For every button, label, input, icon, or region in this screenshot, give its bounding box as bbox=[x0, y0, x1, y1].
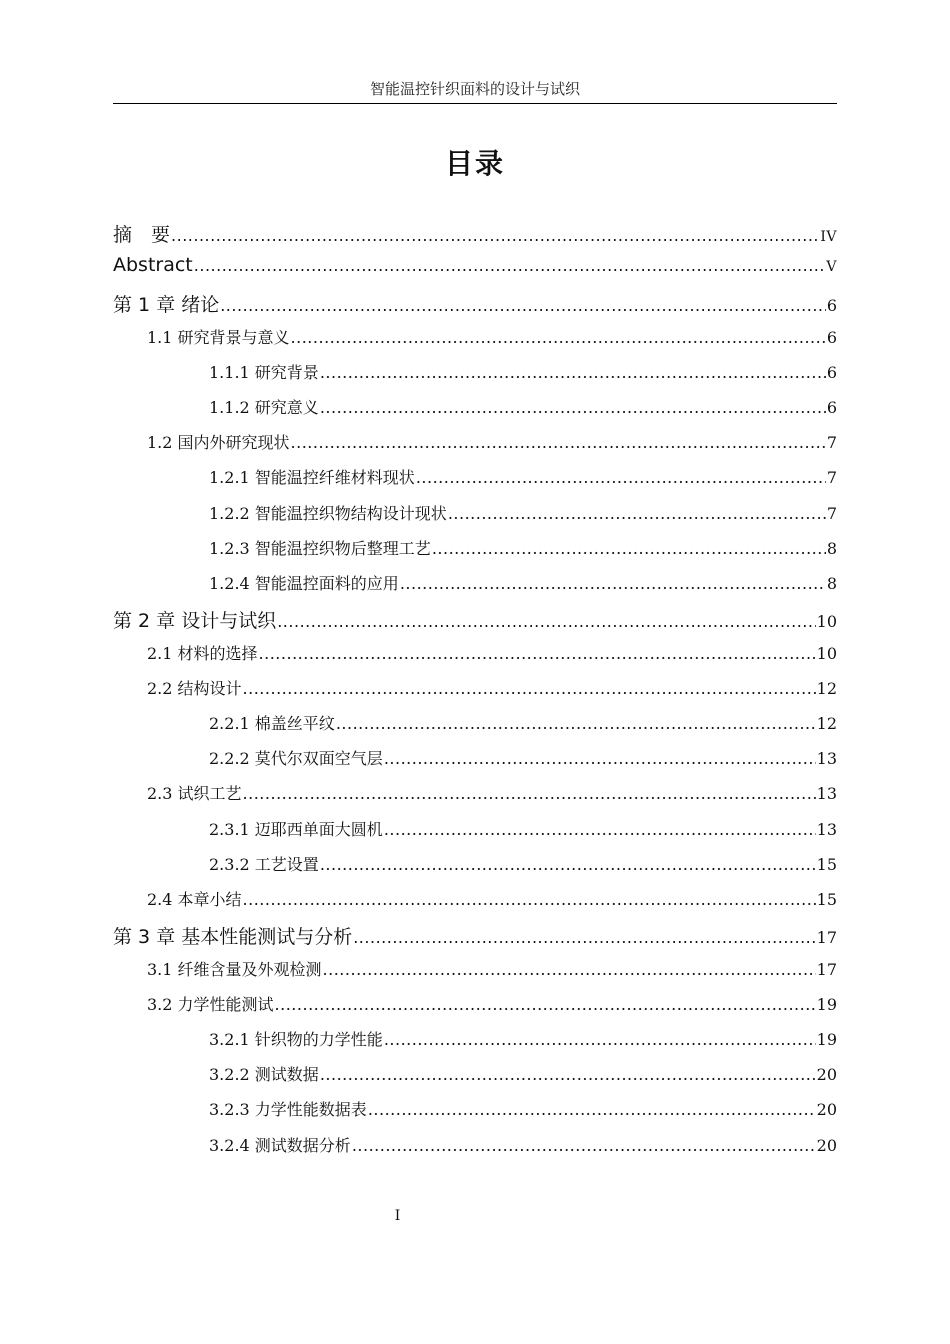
toc-entry-page: 17 bbox=[816, 928, 837, 947]
toc-entry-page: 10 bbox=[816, 612, 837, 631]
toc-entry-page: 6 bbox=[826, 363, 837, 382]
toc-entry-label: 1.1.2 研究意义 bbox=[209, 398, 319, 417]
dot-leader bbox=[291, 433, 826, 452]
toc-entry[interactable] bbox=[113, 676, 837, 699]
toc-entry-label: 第 3 章 基本性能测试与分析 bbox=[113, 926, 353, 948]
toc-entry[interactable] bbox=[113, 536, 837, 559]
toc-entry[interactable] bbox=[113, 1097, 837, 1120]
toc-entry[interactable] bbox=[113, 922, 837, 949]
toc-entry-page: 12 bbox=[816, 679, 837, 698]
dot-leader bbox=[171, 226, 819, 245]
dot-leader bbox=[277, 612, 815, 631]
dot-leader bbox=[291, 328, 826, 347]
toc-entry[interactable] bbox=[113, 887, 837, 910]
dot-leader bbox=[384, 749, 816, 768]
dot-leader bbox=[320, 398, 826, 417]
toc-entry[interactable] bbox=[113, 957, 837, 980]
dot-leader bbox=[448, 504, 826, 523]
toc-entry-label: 1.2 国内外研究现状 bbox=[147, 433, 290, 452]
dot-leader bbox=[194, 256, 826, 275]
toc-entry[interactable] bbox=[113, 746, 837, 769]
toc-entry[interactable] bbox=[113, 571, 837, 594]
toc-entry[interactable] bbox=[113, 817, 837, 840]
toc-entry-label: 2.3.2 工艺设置 bbox=[209, 855, 319, 874]
toc-entry-page: 19 bbox=[816, 995, 837, 1014]
toc-entry-page: 13 bbox=[816, 749, 837, 768]
dot-leader bbox=[416, 468, 826, 487]
toc-entry-page: 6 bbox=[826, 296, 837, 315]
dot-leader bbox=[243, 679, 816, 698]
dot-leader bbox=[352, 1136, 816, 1155]
dot-leader bbox=[320, 1065, 816, 1084]
toc-entry-label: 第 1 章 绪论 bbox=[113, 294, 220, 316]
toc-entry[interactable] bbox=[113, 781, 837, 804]
toc-entry-page: 7 bbox=[826, 433, 837, 452]
toc-entry-page: IV bbox=[820, 229, 837, 245]
dot-leader bbox=[384, 820, 816, 839]
toc-entry-page: 20 bbox=[816, 1136, 837, 1155]
toc-entry-page: 15 bbox=[816, 890, 837, 909]
toc-entry-label: 2.3 试织工艺 bbox=[147, 784, 242, 803]
toc-entry-label: 2.2.2 莫代尔双面空气层 bbox=[209, 749, 383, 768]
toc-entry-label: 2.4 本章小结 bbox=[147, 890, 242, 909]
dot-leader bbox=[384, 1030, 816, 1049]
dot-leader bbox=[243, 890, 816, 909]
page-number: I bbox=[394, 1208, 401, 1224]
toc-entry[interactable] bbox=[113, 325, 837, 348]
toc-entry-page: 13 bbox=[816, 820, 837, 839]
toc-entry-label: 3.2.4 测试数据分析 bbox=[209, 1136, 351, 1155]
toc-entry-label: 1.2.1 智能温控纤维材料现状 bbox=[209, 468, 415, 487]
dot-leader bbox=[275, 995, 816, 1014]
dot-leader bbox=[220, 296, 826, 315]
toc-entry-label: 2.3.1 迈耶西单面大圆机 bbox=[209, 820, 383, 839]
toc-entry-label: 3.2.2 测试数据 bbox=[209, 1065, 319, 1084]
toc-entry[interactable] bbox=[113, 1062, 837, 1085]
toc-entry[interactable] bbox=[113, 430, 837, 453]
toc-entry[interactable] bbox=[113, 852, 837, 875]
dot-leader bbox=[336, 714, 816, 733]
toc-entry-label: 1.1 研究背景与意义 bbox=[147, 328, 290, 347]
toc-entry[interactable] bbox=[113, 1027, 837, 1050]
dot-leader bbox=[368, 1100, 816, 1119]
toc-entry-label: 3.2 力学性能测试 bbox=[147, 995, 274, 1014]
toc-entry-label: 1.2.2 智能温控织物结构设计现状 bbox=[209, 504, 447, 523]
toc-entry-label: 3.1 纤维含量及外观检测 bbox=[147, 960, 322, 979]
toc-entry-page: 15 bbox=[816, 855, 837, 874]
toc-entry[interactable] bbox=[113, 501, 837, 524]
toc-entry-page: 13 bbox=[816, 784, 837, 803]
toc-entry[interactable] bbox=[113, 254, 837, 276]
toc-entry-label: 1.1.1 研究背景 bbox=[209, 363, 319, 382]
dot-leader bbox=[320, 855, 816, 874]
toc-entry-label: 3.2.1 针织物的力学性能 bbox=[209, 1030, 383, 1049]
toc-entry-label: 摘 要 bbox=[113, 224, 171, 246]
toc-entry-page: 6 bbox=[826, 398, 837, 417]
toc-entry-label: 1.2.3 智能温控织物后整理工艺 bbox=[209, 539, 431, 558]
toc-entry[interactable] bbox=[113, 1133, 837, 1156]
dot-leader bbox=[400, 574, 826, 593]
dot-leader bbox=[432, 539, 826, 558]
toc-entry-page: V bbox=[826, 259, 837, 275]
toc-entry[interactable] bbox=[113, 395, 837, 418]
dot-leader bbox=[320, 363, 826, 382]
toc-entry[interactable] bbox=[113, 220, 837, 247]
toc-entry-page: 20 bbox=[816, 1065, 837, 1084]
toc-entry[interactable] bbox=[113, 290, 837, 317]
table-of-contents bbox=[113, 0, 837, 1344]
toc-entry[interactable] bbox=[113, 360, 837, 383]
toc-entry-page: 10 bbox=[816, 644, 837, 663]
toc-entry-label: 1.2.4 智能温控面料的应用 bbox=[209, 574, 399, 593]
toc-entry[interactable] bbox=[113, 465, 837, 488]
toc-entry-page: 19 bbox=[816, 1030, 837, 1049]
dot-leader bbox=[353, 928, 815, 947]
toc-entry[interactable] bbox=[113, 641, 837, 664]
dot-leader bbox=[243, 784, 816, 803]
toc-entry-label: 2.1 材料的选择 bbox=[147, 644, 258, 663]
toc-entry-label: 第 2 章 设计与试织 bbox=[113, 610, 277, 632]
toc-entry[interactable] bbox=[113, 606, 837, 633]
toc-entry-page: 20 bbox=[816, 1100, 837, 1119]
toc-entry-label: 2.2.1 棉盖丝平纹 bbox=[209, 714, 335, 733]
dot-leader bbox=[323, 960, 816, 979]
page-title: 目录 bbox=[444, 147, 505, 180]
toc-entry[interactable] bbox=[113, 711, 837, 734]
toc-entry-page: 7 bbox=[826, 504, 837, 523]
dot-leader bbox=[259, 644, 816, 663]
toc-entry-page: 8 bbox=[826, 539, 837, 558]
toc-entry-label: Abstract bbox=[113, 254, 193, 276]
toc-entry-page: 8 bbox=[826, 574, 837, 593]
toc-entry-page: 17 bbox=[816, 960, 837, 979]
toc-entry-page: 6 bbox=[826, 328, 837, 347]
toc-entry-label: 3.2.3 力学性能数据表 bbox=[209, 1100, 367, 1119]
running-header: 智能温控针织面料的设计与试织 bbox=[369, 80, 580, 98]
toc-entry-page: 7 bbox=[826, 468, 837, 487]
toc-entry-page: 12 bbox=[816, 714, 837, 733]
toc-entry-label: 2.2 结构设计 bbox=[147, 679, 242, 698]
toc-entry[interactable] bbox=[113, 992, 837, 1015]
